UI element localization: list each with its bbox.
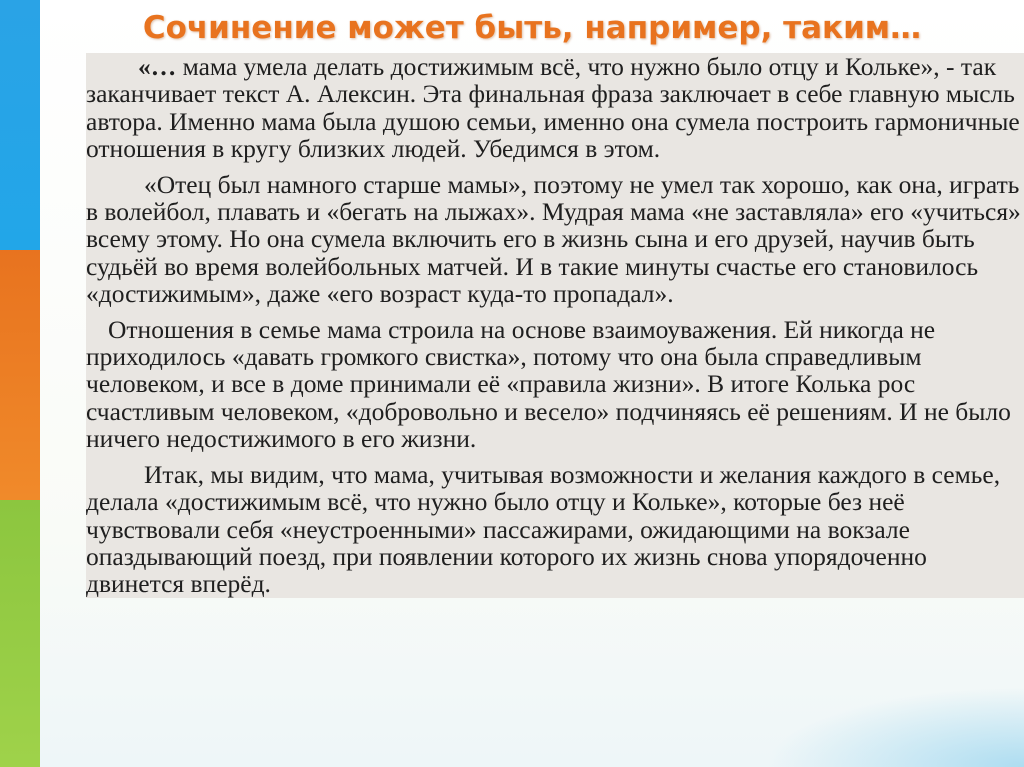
- decorative-stripe-blue: [0, 0, 40, 250]
- essay-paragraph-4: Итак, мы видим, что мама, учитывая возможности и желания каждого в семье, делала «достижимым всё, что нужно было отцу и Кольке», которые без неё чувствовали себя «неустроенными» пассажирами, ожидающими на вокзале опаздывающий поезд, при появлении которого их жизнь снова упорядоченно двинется вперёд.: [86, 459, 1001, 599]
- decorative-stripe-orange: [0, 250, 40, 500]
- opening-quote-mark: «…: [138, 52, 183, 81]
- essay-paragraph-2: «Отец был намного старше мамы», поэтому не умел так хорошо, как она, играть в волейбол, плавать и «бегать на лыжах». Мудрая мама «не заставляла» его «учиться» всему этому. Но она сумела включить его в жизнь сына и его друзей, научив быть судьёй во время волейбольных матчей. И в такие минуты счастье его становилось «достижимым», даже «его возраст куда-то пропадал».: [86, 169, 1021, 309]
- essay-text-box: [86, 53, 1024, 598]
- slide-content: [40, 0, 1024, 767]
- decorative-corner-glow: [764, 687, 1024, 767]
- essay-paragraph-1: [86, 53, 1024, 163]
- slide-title: Сочинение может быть, например, таким…: [142, 10, 922, 46]
- essay-paragraph-3: Отношения в семье мама строила на основе взаимоуважения. Ей никогда не приходилось «давать громкого свистка», потому что она была справедливым человеком, и все в доме принимали её «правила жизни». В итоге Колька рос счастливым человеком, «добровольно и весело» подчиняясь её решениям. И не было ничего недостижимого в его жизни.: [86, 314, 1011, 454]
- essay-paragraph-1-text: мама умела делать достижимым всё, что нужно было отцу и Кольке», - так заканчивает текст А. Алексин. Эта финальная фраза заключает в себе главную мысль автора. Именно мама была душою семьи, именно она сумела построить гармоничные отношения в кругу близких людей. Убедимся в этом.: [86, 52, 1020, 164]
- decorative-stripe-green: [0, 500, 40, 767]
